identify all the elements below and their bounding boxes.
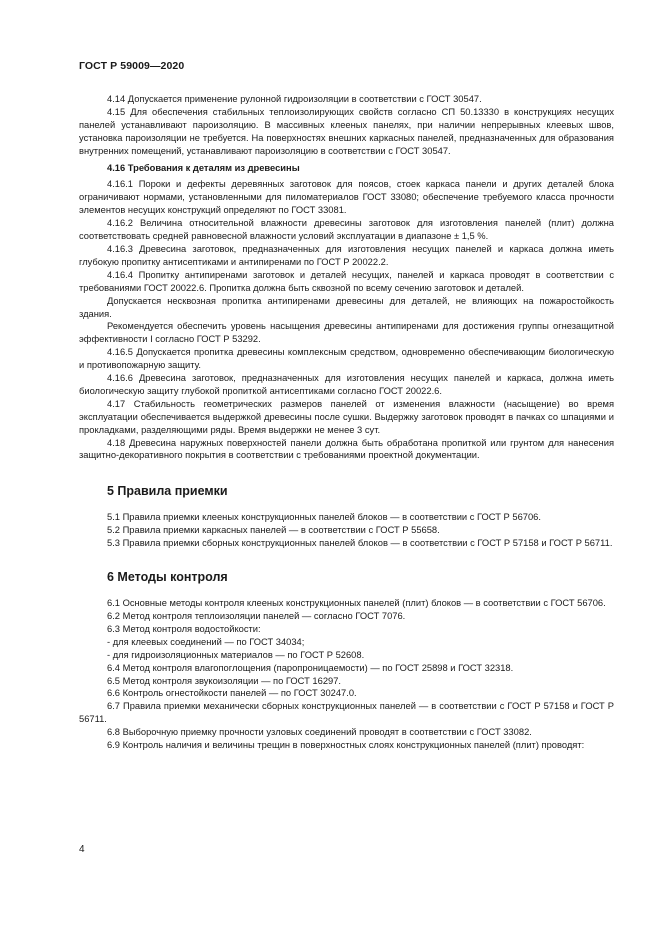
list-item-glue-joints: - для клеевых соединений — по ГОСТ 34034;	[107, 636, 305, 647]
clause-5-3: 5.3 Правила приемки сборных конструкционных панелей блоков — в соответствии с ГОСТ Р 57158 и ГОСТ Р 56711.	[107, 538, 613, 549]
clause-4-16-2: 4.16.2 Величина относительной влажности древесины заготовок для изготовления панелей (плит) должна соответствовать средней равновесной влажности условий эксплуатации в диапазоне ± 1,5 %.	[79, 218, 614, 242]
clause-4-14: 4.14 Допускается применение рулонной гидроизоляции в соответствии с ГОСТ 30547.	[107, 94, 482, 104]
clause-6-5: 6.5 Метод контроля звукоизоляции — по ГОСТ 16297.	[107, 675, 342, 686]
paragraph-nonthrough-impregnation: Допускается несквозная пропитка антипиренами древесины для деталей, не влияющих на пожаростойкость здания.	[79, 295, 614, 319]
clause-4-15: 4.15 Для обеспечения стабильных теплоизолирующих свойств согласно СП 50.13330 в конструкциях несущих панелей устанавливают пароизоляцию. В массивных клееных панелях, при наличии непрерывных клеевых швов, установка пароизоляции не требуется. На поверхностях внешних каркасных панелей, предназначенных для образования внутренних помещений, устанавливают пароизоляцию в соответствии с ГОСТ 30547.	[79, 106, 614, 156]
section-heading-5: 5 Правила приемки	[107, 484, 228, 499]
clause-6-4: 6.4 Метод контроля влагопоглощения (паропроницаемости) — по ГОСТ 25898 и ГОСТ 32318.	[107, 662, 514, 673]
clause-4-17: 4.17 Стабильность геометрических размеров панелей от изменения влажности (насыщение) во время эксплуатации обеспечивается выдержкой древесины после сушки. Выдержку заготовок проводят в пачках со шпациями и прокладками, разделяющими ряды. Время выдержки не менее 3 сут.	[79, 398, 614, 435]
clause-6-9: 6.9 Контроль наличия и величины трещин в поверхностных слоях конструкционных панелей (плит) проводят:	[107, 740, 585, 751]
page-number: 4	[79, 844, 85, 855]
clause-4-16-6: 4.16.6 Древесина заготовок, предназначенных для изготовления несущих панелей и каркаса, должна иметь биологическую защиту глубокой пропиткой антисептиками согласно ГОСТ 20022.6.	[79, 373, 614, 396]
subsection-heading-4-16: 4.16 Требования к деталям из древесины	[107, 162, 300, 173]
paragraph-recommendation: Рекомендуется обеспечить уровень насыщения древесины антипиренами для достижения группы огнезащитной эффективности I согласно ГОСТ Р 53292.	[79, 321, 614, 345]
list-item-waterproofing: - для гидроизоляционных материалов — по ГОСТ Р 52608.	[107, 649, 365, 660]
clause-4-18: 4.18 Древесина наружных поверхностей панели должна быть обработана пропиткой или грунтом для нанесения защитно-декоративного покрытия в соответствии с требованиями проектной документации.	[79, 437, 614, 461]
clause-6-6: 6.6 Контроль огнестойкости панелей — по ГОСТ 30247.0.	[107, 688, 357, 699]
clause-4-16-3: 4.16.3 Древесина заготовок, предназначенных для изготовления несущих панелей и каркаса должна иметь глубокую пропитку антисептиками и антипиренами по ГОСТ Р 20022.2.	[79, 243, 614, 267]
clause-6-7: 6.7 Правила приемки механически сборных конструкционных панелей — в соответствии с ГОСТ Р 57158 и ГОСТ Р 56711.	[79, 701, 614, 725]
clause-4-16-4: 4.16.4 Пропитку антипиренами заготовок и деталей несущих, панелей и каркаса проводят в соответствии с требованиями ГОСТ 20022.6. Пропитка должна быть сквозной по всему сечению заготовок и деталей.	[79, 269, 614, 293]
clause-5-2: 5.2 Правила приемки каркасных панелей — в соответствии с ГОСТ Р 55658.	[107, 525, 440, 536]
clause-6-3: 6.3 Метод контроля водостойкости:	[107, 623, 261, 634]
clause-6-2: 6.2 Метод контроля теплоизоляции панелей — согласно ГОСТ 7076.	[107, 611, 406, 621]
clause-5-1: 5.1 Правила приемки клееных конструкционных панелей блоков — в соответствии с ГОСТ Р 56706.	[107, 512, 541, 523]
clause-6-1: 6.1 Основные методы контроля клееных конструкционных панелей (плит) блоков — в соответствии с ГОСТ 56706.	[107, 598, 606, 609]
clause-6-8: 6.8 Выборочную приемку прочности узловых соединений проводят в соответствии с ГОСТ 33082.	[107, 727, 532, 738]
page-body	[79, 93, 614, 752]
clause-4-16-5: 4.16.5 Допускается пропитка древесины комплексным средством, одновременно обеспечивающим биологическую и противопожарную защиту.	[79, 347, 614, 371]
standard-header: ГОСТ Р 59009—2020	[79, 60, 185, 72]
clause-4-16-1: 4.16.1 Пороки и дефекты деревянных заготовок для поясов, стоек каркаса панели и других деталей блока ограничивают нормами, установленными для пиломатериалов ГОСТ 33080; обеспечение требуемого класса прочности элементов несущих конструкций определяют по ГОСТ 33081.	[79, 179, 614, 216]
section-heading-6: 6 Методы контроля	[107, 570, 228, 585]
